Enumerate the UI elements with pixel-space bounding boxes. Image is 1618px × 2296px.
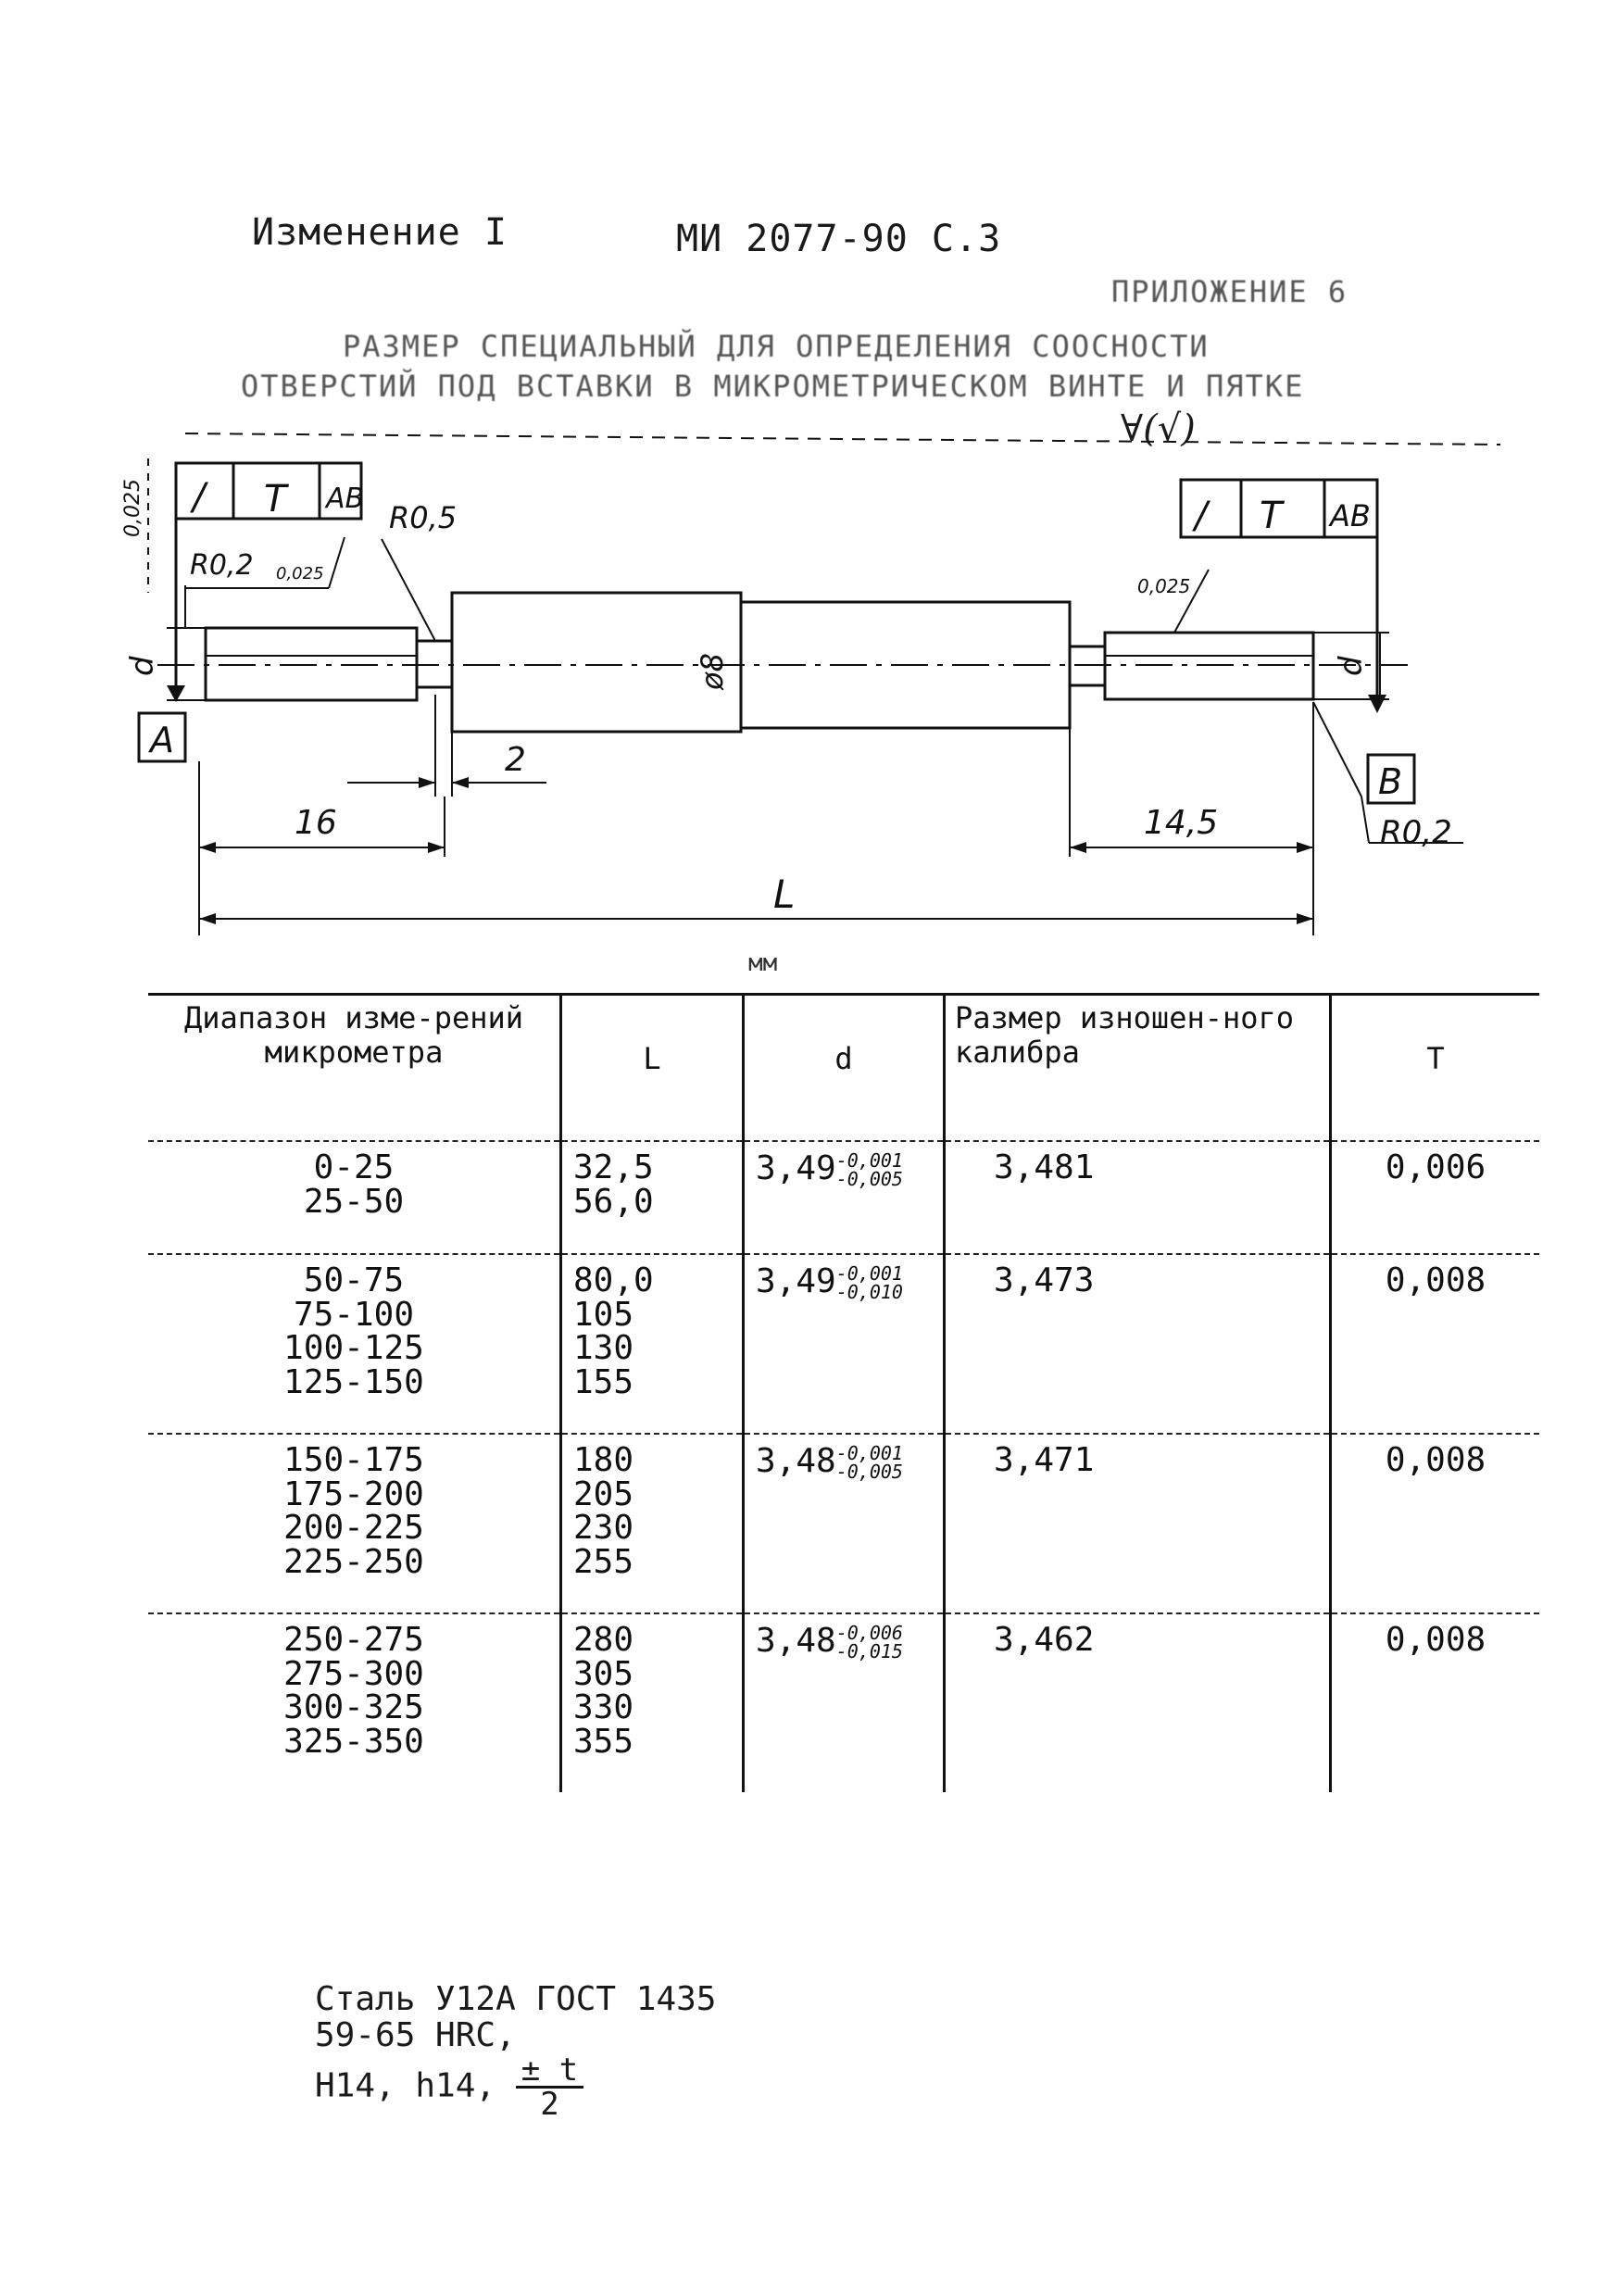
T-value: 0,008 xyxy=(1385,1261,1486,1299)
range-value: 75-100 xyxy=(293,1295,415,1334)
d-value xyxy=(756,1622,903,1660)
dim-2: 2 xyxy=(505,741,526,779)
table-body xyxy=(148,1141,1539,1792)
table-row xyxy=(148,1141,1539,1254)
cell-size xyxy=(945,1613,1331,1792)
size-value: 3,462 xyxy=(994,1621,1095,1659)
range-value: 175-200 xyxy=(283,1474,424,1513)
cell-size xyxy=(945,1254,1331,1434)
d-base: 3,49 xyxy=(756,1262,836,1300)
datum-B: B xyxy=(1378,761,1403,802)
range-value: 250-275 xyxy=(283,1621,424,1659)
header-range: Диапазон изме-рений микрометра xyxy=(148,995,561,1142)
range-value: 200-225 xyxy=(283,1509,424,1548)
d-lower: -0,015 xyxy=(835,1640,903,1662)
note-tolerances xyxy=(315,2051,716,2123)
tolerance-fraction xyxy=(516,2051,583,2123)
cell-size xyxy=(945,1434,1331,1613)
label-R02-right: R0,2 xyxy=(1380,814,1452,851)
header-T: T xyxy=(1331,995,1540,1142)
label-R02-left: R0,2 xyxy=(190,549,254,582)
cell-L xyxy=(561,1141,744,1254)
label-0025-left: 0,025 xyxy=(276,564,324,583)
d-upper: -0,001 xyxy=(835,1262,903,1285)
d-base: 3,48 xyxy=(756,1622,836,1660)
frame-left-symbol: / xyxy=(193,476,206,519)
note-hardness: 59-65 HRC, xyxy=(315,2015,516,2054)
cell-T xyxy=(1331,1254,1540,1434)
size-value: 3,481 xyxy=(994,1148,1095,1186)
d-tolerance xyxy=(836,1264,903,1301)
change-label: Изменение I xyxy=(252,211,508,254)
d-upper: -0,001 xyxy=(835,1442,903,1464)
cell-range xyxy=(148,1141,561,1254)
cell-range xyxy=(148,1613,561,1792)
cell-L xyxy=(561,1613,744,1792)
L-value: 180 xyxy=(573,1441,634,1479)
range-value: 300-325 xyxy=(283,1688,424,1727)
range-value: 50-75 xyxy=(303,1261,405,1299)
cell-T xyxy=(1331,1613,1540,1792)
label-d-left: d xyxy=(124,656,161,676)
roughness-icon: ∀ xyxy=(1121,408,1144,450)
table-row xyxy=(148,1434,1539,1613)
note-material: Сталь У12А ГОСТ 1435 xyxy=(315,1980,717,2018)
table-row xyxy=(148,1613,1539,1792)
header-size: Размер изношен-ного калибра xyxy=(945,995,1331,1142)
label-d-right: d xyxy=(1333,656,1370,676)
dim-16: 16 xyxy=(295,804,337,842)
range-value: 150-175 xyxy=(283,1441,424,1479)
cell-range xyxy=(148,1254,561,1434)
d-value xyxy=(756,1442,903,1483)
frame-left-AB: AB xyxy=(326,483,365,515)
L-value: 80,0 xyxy=(573,1261,654,1299)
label-phi8: ø8 xyxy=(695,653,730,690)
L-value: 56,0 xyxy=(573,1182,654,1221)
cell-L xyxy=(561,1254,744,1434)
size-value: 3,473 xyxy=(994,1261,1095,1299)
range-value: 0-25 xyxy=(313,1148,395,1186)
label-0025-right: 0,025 xyxy=(1137,575,1191,597)
cell-d xyxy=(744,1434,945,1613)
appendix-label: ПРИЛОЖЕНИЕ 6 xyxy=(1111,274,1348,309)
d-upper: -0,001 xyxy=(835,1149,903,1172)
d-tolerance xyxy=(836,1444,903,1481)
frame-left-T: T xyxy=(264,478,287,521)
cell-d xyxy=(744,1613,945,1792)
dim-14-5: 14,5 xyxy=(1144,804,1219,842)
range-value: 325-350 xyxy=(283,1723,424,1762)
size-value: 3,471 xyxy=(994,1441,1095,1479)
T-value: 0,008 xyxy=(1385,1441,1486,1479)
title-line-1: РАЗМЕР СПЕЦИАЛЬНЫЙ ДЛЯ ОПРЕДЕЛЕНИЯ СООСНОСТИ xyxy=(343,329,1210,364)
L-value: 155 xyxy=(573,1363,634,1402)
T-value: 0,008 xyxy=(1385,1621,1486,1659)
d-value xyxy=(756,1149,903,1190)
range-value: 100-125 xyxy=(283,1329,424,1368)
document-code: МИ 2077-90 С.3 xyxy=(676,218,1002,260)
fraction-denominator: 2 xyxy=(540,2085,559,2123)
note-fits: H14, h14, xyxy=(315,2066,496,2105)
top-rule xyxy=(185,433,1500,445)
frame-right-symbol: / xyxy=(1195,495,1208,537)
range-value: 275-300 xyxy=(283,1654,424,1693)
range-value: 25-50 xyxy=(303,1182,405,1221)
L-value: 105 xyxy=(573,1295,634,1334)
cell-size xyxy=(945,1141,1331,1254)
T-value: 0,006 xyxy=(1385,1148,1486,1186)
roughness-value: (√) xyxy=(1143,408,1196,450)
cell-T xyxy=(1331,1141,1540,1254)
L-value: 355 xyxy=(573,1723,634,1762)
L-value: 305 xyxy=(573,1654,634,1693)
units-label: мм xyxy=(748,949,778,977)
L-value: 32,5 xyxy=(573,1148,654,1186)
gauge-drawing xyxy=(0,408,1618,963)
d-lower: -0,005 xyxy=(835,1461,903,1483)
cell-d xyxy=(744,1141,945,1254)
d-value xyxy=(756,1262,903,1303)
d-base: 3,49 xyxy=(756,1149,836,1187)
frame-right-AB: AB xyxy=(1330,498,1371,533)
cell-T xyxy=(1331,1434,1540,1613)
dim-L: L xyxy=(773,872,796,917)
L-value: 130 xyxy=(573,1329,634,1368)
L-value: 205 xyxy=(573,1474,634,1513)
d-tolerance xyxy=(836,1624,903,1661)
cell-L xyxy=(561,1434,744,1613)
header-L: L xyxy=(561,995,744,1142)
L-value: 230 xyxy=(573,1509,634,1548)
spec-table xyxy=(148,993,1539,1792)
fraction-numerator: ± t xyxy=(516,2054,583,2089)
frame-right-T: T xyxy=(1260,495,1283,537)
label-R05: R0,5 xyxy=(389,500,458,535)
L-value: 255 xyxy=(573,1543,634,1582)
d-lower: -0,005 xyxy=(835,1168,903,1190)
side-label: 0,025 xyxy=(121,479,144,537)
datum-A: A xyxy=(150,720,174,760)
header-d: d xyxy=(744,995,945,1142)
d-upper: -0,006 xyxy=(835,1622,903,1644)
L-value: 280 xyxy=(573,1621,634,1659)
range-value: 225-250 xyxy=(283,1543,424,1582)
title-line-2: ОТВЕРСТИЙ ПОД ВСТАВКИ В МИКРОМЕТРИЧЕСКОМ ВИНТЕ И ПЯТКЕ xyxy=(241,369,1305,404)
L-value: 330 xyxy=(573,1688,634,1727)
cell-range xyxy=(148,1434,561,1613)
cell-d xyxy=(744,1254,945,1434)
d-tolerance xyxy=(836,1151,903,1188)
range-value: 125-150 xyxy=(283,1363,424,1402)
d-lower: -0,010 xyxy=(835,1281,903,1303)
material-notes xyxy=(315,1980,717,2123)
table-row xyxy=(148,1254,1539,1434)
d-base: 3,48 xyxy=(756,1442,836,1480)
